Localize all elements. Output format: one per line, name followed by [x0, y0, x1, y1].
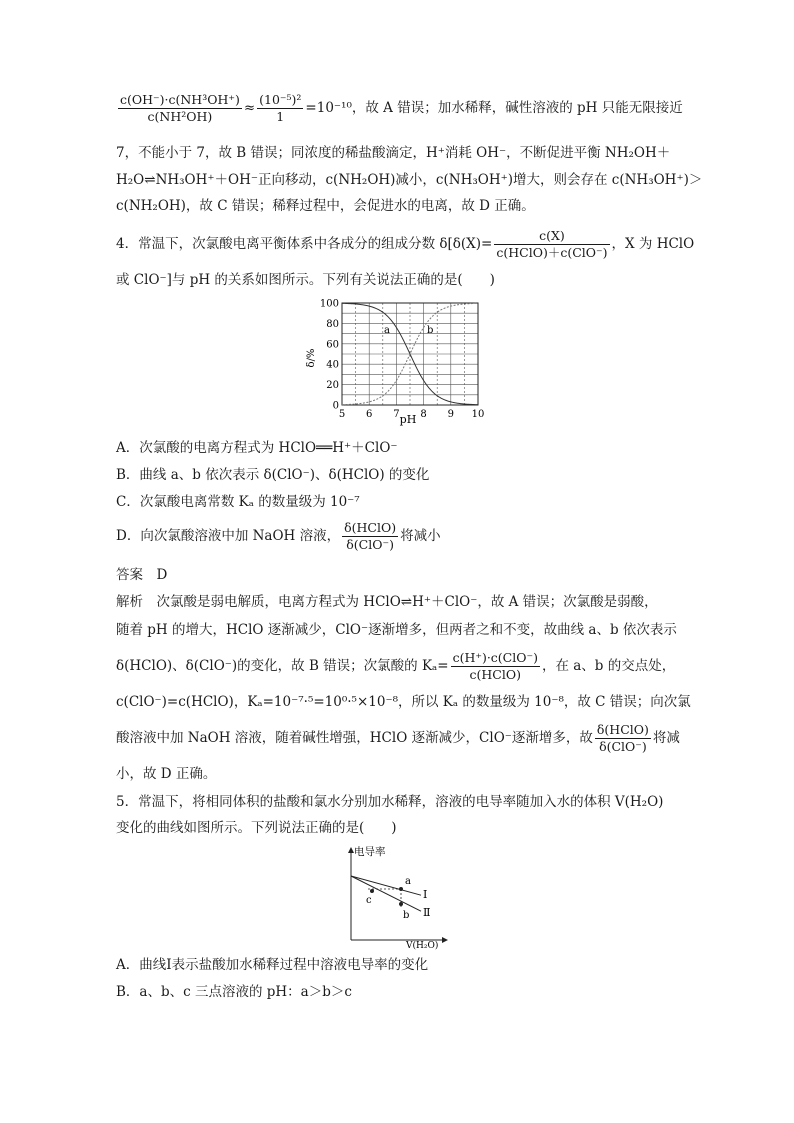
q4-analysis-line-4: c(ClO⁻)=c(HClO)，Kₐ=10⁻⁷·⁵=10⁰·⁵×10⁻⁸，所以 Kₐ 的数量级为 10⁻⁸，故 C 错误；向次氯 — [116, 694, 691, 710]
conductivity-chart — [335, 840, 455, 950]
q4-answer: 答案 D — [116, 567, 168, 583]
point-c — [370, 889, 374, 893]
q4-stem-line-2: 或 ClO⁻]与 pH 的关系如图所示。下列有关说法正确的是( ) — [116, 272, 495, 288]
y-tick-label: 80 — [326, 318, 339, 330]
fraction: $\frac{\text{δ(HClO)}}{\text{δ(ClO⁻)}}$ — [344, 520, 397, 552]
series-label-b: b — [427, 325, 434, 336]
prev-analysis-line-4: c(NH₂OH)，故 C 错误；稀释过程中，会促进水的电离，故 D 正确。 — [116, 198, 535, 214]
fraction: $\frac{c(X)}{\text{c(HClO)＋c(ClO⁻)}}$ — [496, 228, 608, 260]
y-tick-label: 20 — [326, 380, 339, 392]
fraction: $\frac{\text{c(OH⁻)·c(NH³OH⁺)}}{\text{c(NH²OH)}}$ — [120, 92, 240, 124]
q4-analysis-line-2: 随着 pH 的增大，HClO 逐渐减少，ClO⁻逐渐增多，但两者之和不变，故曲线 a、b 依次表示 — [116, 622, 677, 638]
fraction: $\frac{\text{(10⁻⁵)²}}{1}$ — [259, 92, 302, 124]
y-tick-labels — [320, 299, 339, 412]
x-axis-label: V(H₂O) — [406, 941, 439, 950]
y-tick-label: 100 — [319, 298, 339, 310]
fraction: $\frac{\text{δ(HClO)}}{\text{δ(ClO⁻)}}$ — [596, 722, 649, 754]
q4-analysis-line-6: 小，故 D 正确。 — [116, 766, 217, 782]
point-b — [399, 902, 403, 906]
q4-analysis-line-1: 解析 次氯酸是弱电解质，电离方程式为 HClO⇌H⁺＋ClO⁻，故 A 错误；次氯酸是弱酸， — [116, 594, 658, 610]
q4-option-a: A．次氯酸的电离方程式为 HClO══H⁺＋ClO⁻ — [116, 440, 398, 456]
x-tick-label: 9 — [447, 409, 454, 420]
y-axis-label: δ/% — [306, 348, 317, 368]
fraction: $\frac{\text{c(H⁺)·c(ClO⁻)}}{\text{c(HClO)}}$ — [452, 650, 538, 682]
ph-fraction-chart — [300, 296, 500, 426]
q4-stem-line-1: 4．常温下，次氯酸电离平衡体系中各成分的组成分数 δ[δ(X)= $\frac{c(X)}{\text{c(HClO)＋c(ClO⁻)}}$ ，X 为 HClO — [116, 228, 695, 260]
q5-option-b: B．a、b、c 三点溶液的 pH：a＞b＞c — [116, 984, 352, 1000]
q4-option-b: B．曲线 a、b 依次表示 δ(ClO⁻)、δ(HClO) 的变化 — [116, 467, 430, 483]
q4-option-d: D．向次氯酸溶液中加 NaOH 溶液， $\frac{\text{δ(HClO)}}{\text{δ(ClO⁻)}}$ 将减小 — [116, 520, 441, 552]
series-label-II: Ⅱ — [423, 906, 431, 919]
point-label-b: b — [403, 910, 410, 921]
y-tick-label: 60 — [326, 339, 339, 351]
point-label-a: a — [405, 876, 411, 887]
y-tick-label: 40 — [326, 359, 339, 371]
prev-analysis-line-3: H₂O⇌NH₃OH⁺＋OH⁻正向移动，c(NH₂OH)减小，c(NH₃OH⁺)增大，则会存在 c(NH₃OH⁺)＞ — [116, 172, 703, 188]
series-label-a: a — [384, 325, 390, 336]
series-label-I: Ⅰ — [423, 888, 428, 901]
x-tick-label: 10 — [471, 409, 485, 420]
q5-option-a: A．曲线Ⅰ表示盐酸加水稀释过程中溶液电导率的变化 — [116, 957, 429, 973]
x-tick-label: 8 — [420, 409, 427, 420]
point-label-c: c — [366, 895, 372, 906]
q5-stem-line-1: 5．常温下，将相同体积的盐酸和氯水分别加水稀释，溶液的电导率随加入水的体积 V(H₂O) — [116, 794, 664, 810]
prev-analysis-line-2: 7，不能小于 7，故 B 错误；同浓度的稀盐酸滴定，H⁺消耗 OH⁻，不断促进平衡 NH₂OH＋ — [116, 145, 671, 161]
point-a — [399, 887, 403, 891]
q4-analysis-line-3: δ(HClO)、δ(ClO⁻)的变化，故 B 错误；次氯酸的 Kₐ= $\frac{\text{c(H⁺)·c(ClO⁻)}}{\text{c(HClO)}}$ ，在 a、b 的交点处， — [116, 650, 676, 682]
prev-analysis-line-1: $\frac{\text{c(OH⁻)·c(NH³OH⁺)}}{\text{c(NH²OH)}}$ ≈ $\frac{\text{(10⁻⁵)²}}{1}$ =10⁻¹⁰，故 A 错误；加水稀释，碱性溶液的 pH 只能无限接近 — [120, 92, 683, 124]
y-tick-label: 0 — [332, 400, 339, 412]
y-axis-label: 电导率 — [354, 846, 386, 858]
q4-option-c: C．次氯酸电离常数 Kₐ 的数量级为 10⁻⁷ — [116, 494, 360, 510]
x-axis-label: pH — [399, 413, 417, 426]
x-tick-label: 6 — [366, 409, 373, 420]
x-tick-label: 5 — [338, 409, 346, 420]
q4-analysis-line-5: 酸溶液中加 NaOH 溶液，随着碱性增强，HClO 逐渐减少，ClO⁻逐渐增多，故 $\frac{\text{δ(HClO)}}{\text{δ(ClO⁻)}}$ 将减 — [116, 722, 680, 754]
q5-stem-line-2: 变化的曲线如图所示。下列说法正确的是( ) — [116, 820, 397, 836]
x-tick-label: 7 — [393, 409, 400, 420]
